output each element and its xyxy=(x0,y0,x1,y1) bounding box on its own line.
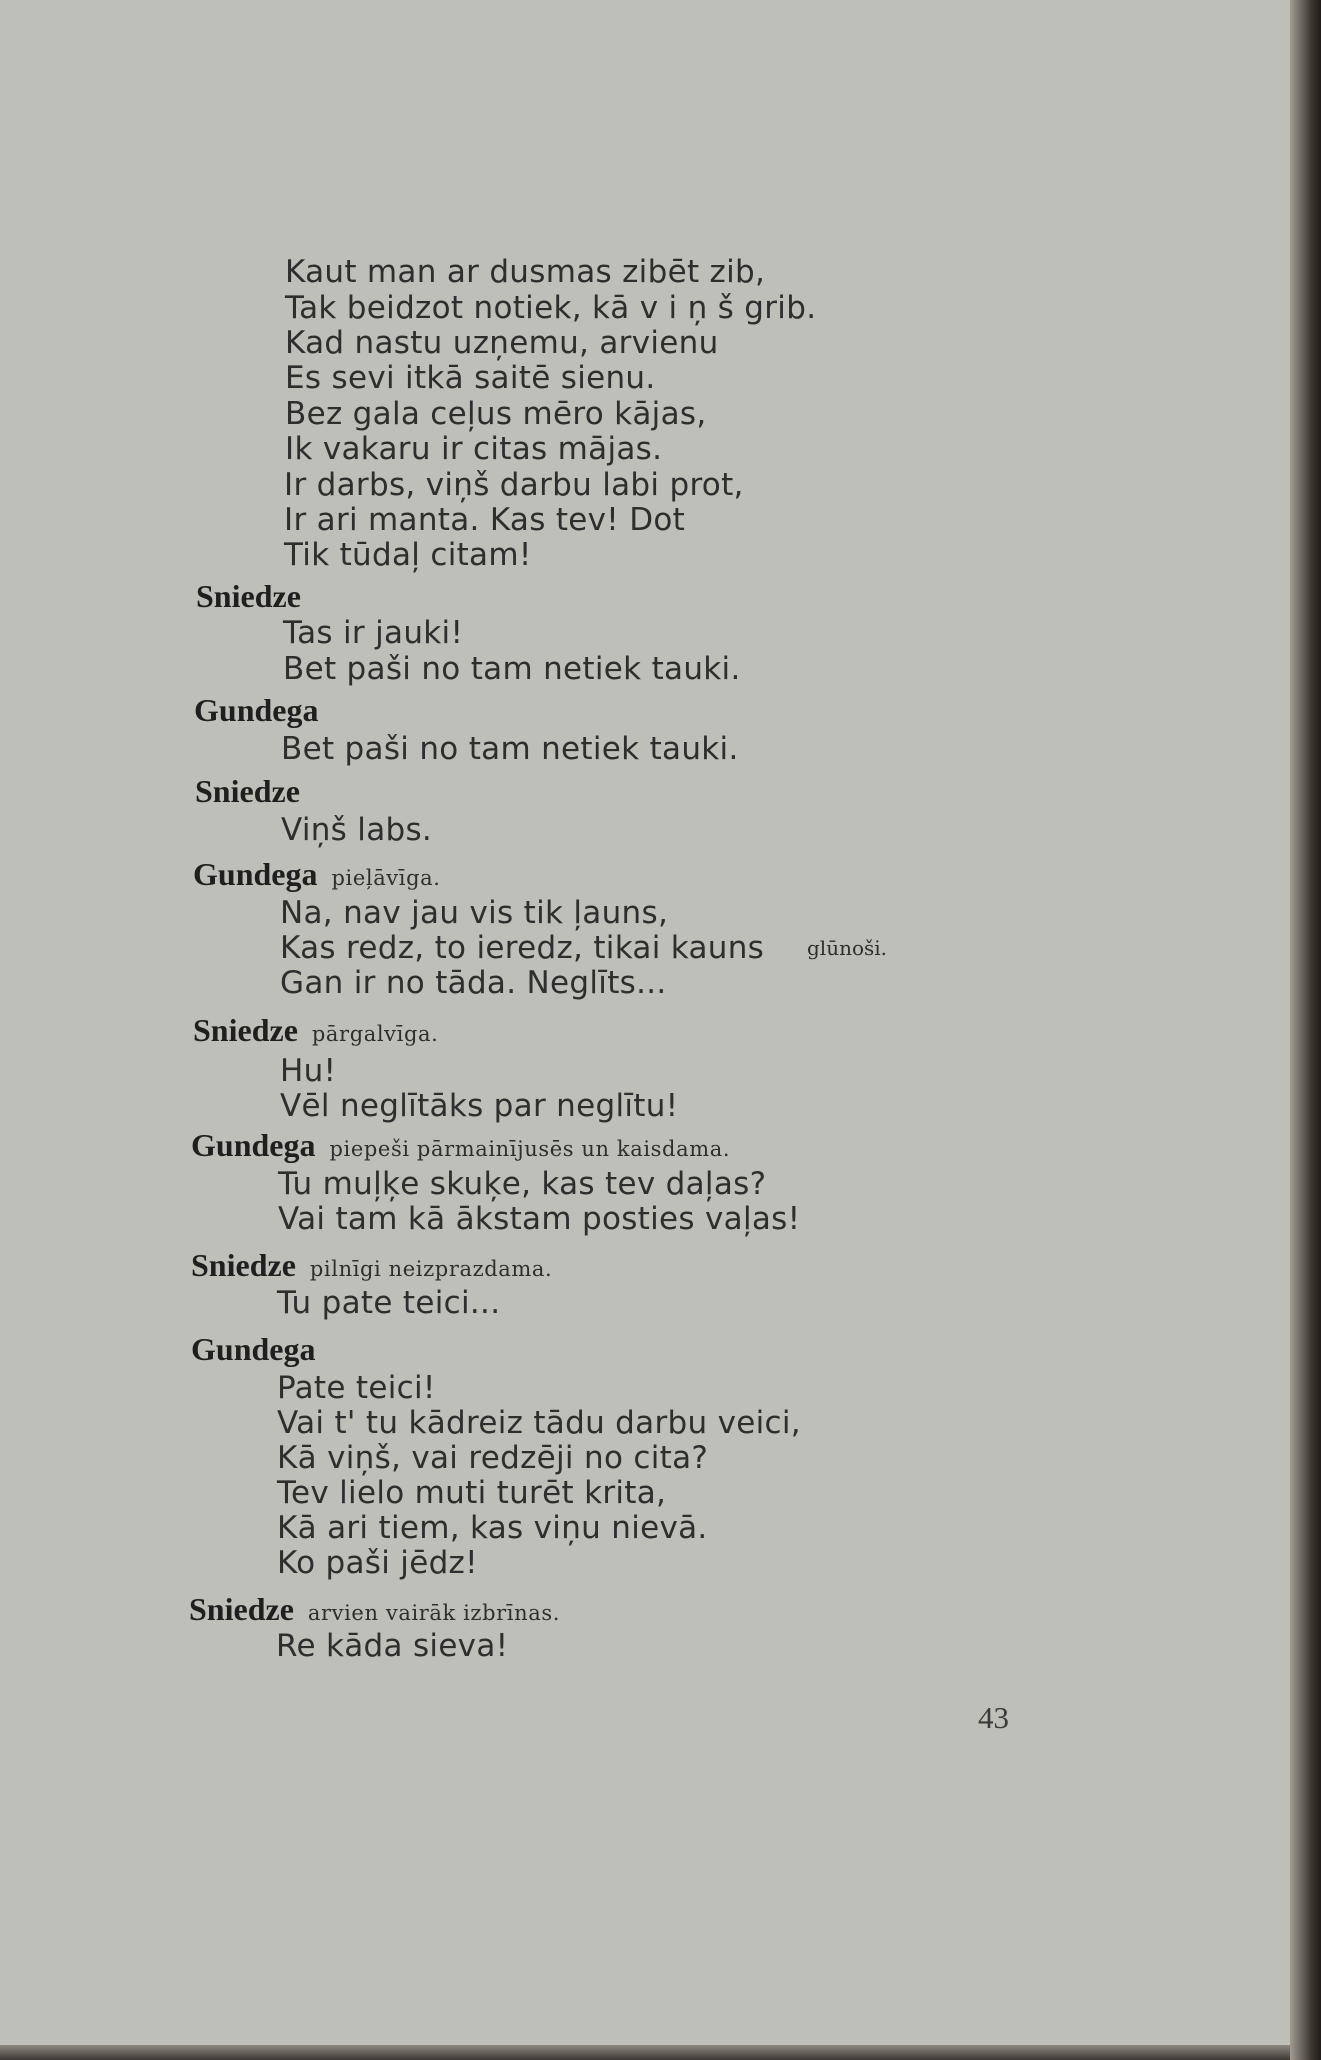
speaker-name: Gundega xyxy=(194,692,319,728)
book-bottom-edge xyxy=(0,2045,1290,2060)
stage-direction: pilnīgi neizprazdama. xyxy=(309,1257,553,1281)
stage-direction: piepeši pārmainījusēs un kaisdama. xyxy=(329,1137,731,1161)
speaker-sniedze xyxy=(189,1591,560,1631)
verse-line: Tas ir jauki! xyxy=(283,615,464,651)
speaker-sniedze xyxy=(196,578,301,614)
speaker-name: Gundega xyxy=(191,1127,316,1163)
verse-line: Es sevi itkā saitē sienu. xyxy=(285,360,656,396)
verse-line: Vai tam kā ākstam posties vaļas! xyxy=(278,1201,801,1237)
verse-line: Tu pate teici... xyxy=(277,1285,501,1321)
verse-line: Vēl neglītāks par neglītu! xyxy=(280,1088,679,1124)
speaker-sniedze xyxy=(191,1247,552,1287)
verse-line: Tik tūdaļ citam! xyxy=(284,537,532,573)
verse-line: Ir darbs, viņš darbu labi prot, xyxy=(284,467,744,503)
verse-line: Ir ari manta. Kas tev! Dot xyxy=(284,502,686,538)
verse-line: Gan ir no tāda. Neglīts... xyxy=(280,965,667,1001)
speaker-gundega xyxy=(191,1331,315,1367)
verse-line: Pate teici! xyxy=(277,1370,436,1406)
book-spine-edge xyxy=(1290,0,1321,2060)
verse-line: Re kāda sieva! xyxy=(276,1628,509,1664)
speaker-sniedze xyxy=(193,1012,438,1052)
verse-line: Ko paši jēdz! xyxy=(277,1545,478,1581)
speaker-name: Sniedze xyxy=(196,578,301,614)
speaker-name: Gundega xyxy=(191,1331,316,1367)
speaker-gundega xyxy=(194,692,318,728)
verse-line: Hu! xyxy=(280,1053,337,1089)
speaker-name: Sniedze xyxy=(195,773,300,809)
speaker-name: Sniedze xyxy=(193,1012,298,1048)
inline-stage-direction: glūnoši. xyxy=(807,936,888,960)
verse-line: Vai t' tu kādreiz tādu darbu veici, xyxy=(277,1405,801,1441)
speaker-sniedze xyxy=(195,773,300,809)
verse-line: Tu muļķe skuķe, kas tev daļas? xyxy=(278,1166,767,1202)
stage-direction: arvien vairāk izbrīnas. xyxy=(307,1601,560,1625)
page-number: 43 xyxy=(978,1700,1009,1735)
verse-line: Bet paši no tam netiek tauki. xyxy=(283,651,741,687)
speaker-name: Gundega xyxy=(193,856,318,892)
verse-line: Bez gala ceļus mēro kājas, xyxy=(285,396,707,432)
verse-line: Kaut man ar dusmas zibēt zib, xyxy=(285,254,766,290)
stage-direction: pārgalvīga. xyxy=(311,1022,439,1046)
verse-line: Kad nastu uzņemu, arvienu xyxy=(285,325,719,361)
speaker-gundega xyxy=(191,1127,730,1167)
verse-line: Tev lielo muti turēt krita, xyxy=(277,1475,667,1511)
verse-line: Kā ari tiem, kas viņu nievā. xyxy=(277,1510,708,1546)
speaker-name: Sniedze xyxy=(189,1591,294,1627)
verse-line: Na, nav jau vis tik ļauns, xyxy=(280,895,669,931)
verse-line: Viņš labs. xyxy=(281,812,433,848)
verse-line: Kas redz, to ieredz, tikai kauns xyxy=(280,930,765,966)
speaker-name: Sniedze xyxy=(191,1247,296,1283)
verse-line: Kā viņš, vai redzēji no cita? xyxy=(277,1440,709,1476)
verse-line: Ik vakaru ir citas mājas. xyxy=(285,431,663,467)
stage-direction: pieļāvīga. xyxy=(331,866,441,890)
speaker-gundega xyxy=(193,856,441,896)
verse-line: Bet paši no tam netiek tauki. xyxy=(281,731,739,767)
verse-line: Tak beidzot notiek, kā v i ņ š grib. xyxy=(285,290,817,326)
